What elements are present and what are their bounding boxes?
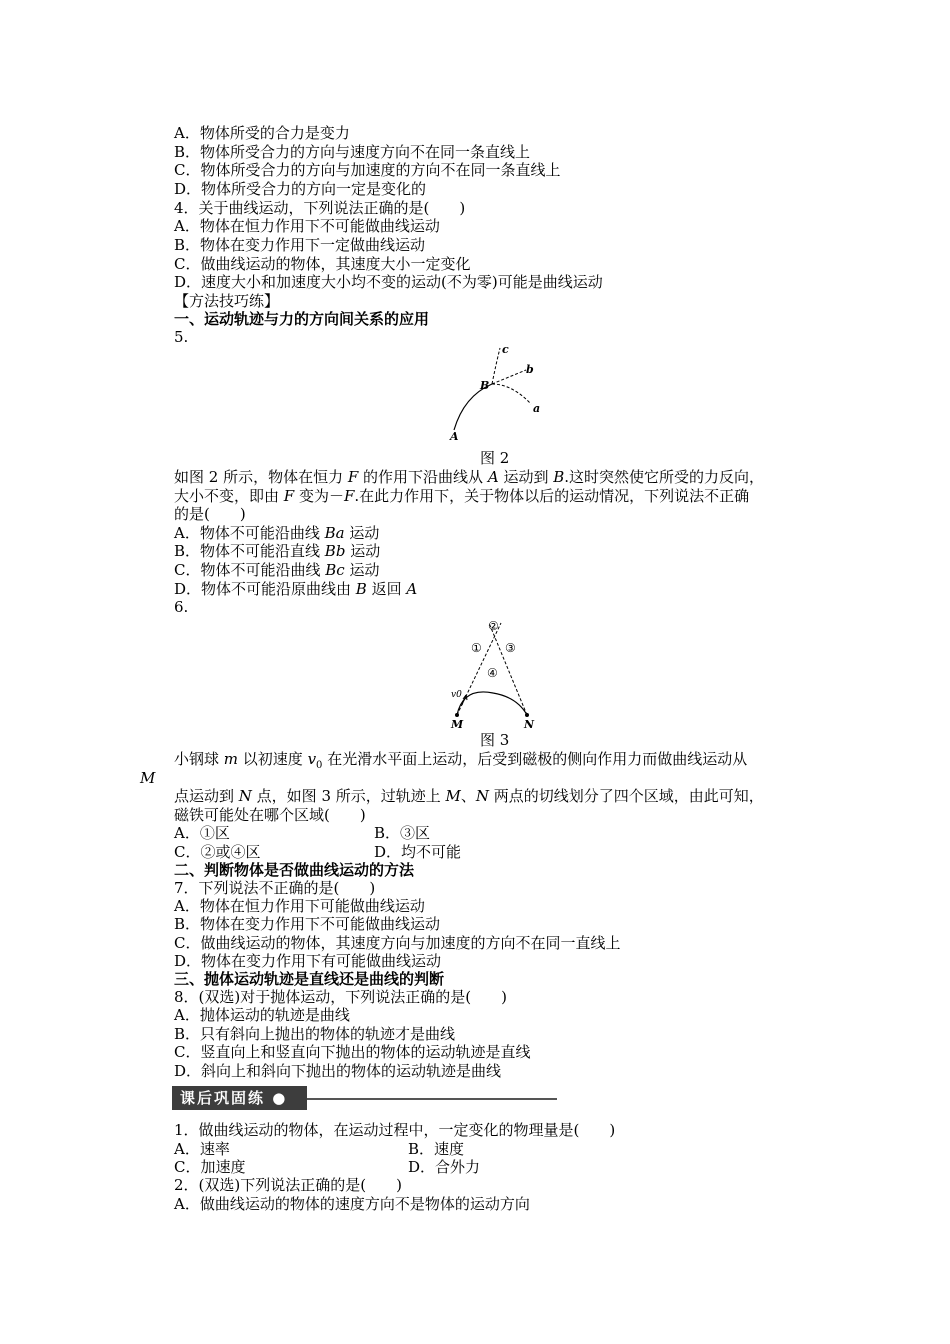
label-a: a: [533, 402, 541, 415]
path-Bc: [492, 348, 500, 384]
q8-option-b: B．只有斜向上抛出的物体的轨迹才是曲线: [174, 1025, 456, 1043]
q6-option-b: B．③区: [374, 824, 431, 842]
q3-option-c: C．物体所受合力的方向与加速度的方向不在同一条直线上: [174, 161, 561, 179]
q4-option-d: D．速度大小和加速度大小均不变的运动(不为零)可能是曲线运动: [174, 273, 603, 291]
q3-option-d: D．物体所受合力的方向一定是变化的: [174, 180, 427, 198]
q5-option-d: D．物体不可能沿原曲线由 B 返回 A: [174, 580, 418, 598]
label-N: N: [524, 718, 535, 731]
path-Ba: [492, 384, 531, 404]
region-4-label: ④: [487, 666, 498, 680]
hw2-option-a: A．做曲线运动的物体的速度方向不是物体的运动方向: [174, 1195, 530, 1213]
label-M: M: [451, 718, 464, 731]
q7-option-c: C．做曲线运动的物体，其速度方向与加速度的方向不在同一直线上: [174, 934, 621, 952]
region-1-label: ①: [471, 641, 482, 655]
q6-option-a: A．①区: [174, 824, 230, 842]
q6-option-d: D．均不可能: [374, 843, 462, 861]
q5-option-c: C．物体不可能沿曲线 Bc 运动: [174, 561, 380, 579]
q7-stem: 7．下列说法不正确的是( ): [174, 879, 376, 897]
q5-option-b: B．物体不可能沿直线 Bb 运动: [174, 542, 381, 560]
section-1-title: 一、运动轨迹与力的方向间关系的应用: [174, 310, 430, 328]
q8-option-d: D．斜向上和斜向下抛出的物体的运动轨迹是曲线: [174, 1062, 502, 1080]
section-method-heading: 【方法技巧练】: [174, 292, 280, 310]
q4-stem: 4．关于曲线运动，下列说法正确的是( ): [174, 199, 466, 217]
v0-label: v0: [451, 690, 462, 700]
label-B: B: [480, 379, 490, 392]
q6-stem-line-1: 小钢球 m 以初速度 $v_0$ 在光滑水平面上运动，后受到磁极的侧向作用力而做曲线运动从: [174, 750, 748, 771]
section-banner: [172, 1086, 558, 1110]
q5-stem-line-2: 大小不变，即由 F 变为－F.在此力作用下，关于物体以后的运动情况，下列说法不正确: [174, 487, 750, 505]
region-2-label: ②: [488, 619, 499, 633]
hw1-option-d: D．合外力: [408, 1158, 481, 1176]
q6-stem-line-2: 点运动到 N 点，如图 3 所示，过轨迹上 M、N 两点的切线划分了四个区域，由此可知，: [174, 787, 764, 805]
q4-option-c: C．做曲线运动的物体，其速度大小一定变化: [174, 255, 471, 273]
q8-option-a: A．抛体运动的轨迹是曲线: [174, 1006, 350, 1024]
hw1-option-row-1: [174, 1140, 465, 1158]
point-M: [455, 713, 459, 717]
q5-option-a: A．物体不可能沿曲线 Ba 运动: [174, 524, 380, 542]
q7-option-b: B．物体在变力作用下不可能做曲线运动: [174, 915, 441, 933]
path-Bb: [492, 370, 526, 384]
q8-stem: 8．(双选)对于抛体运动，下列说法正确的是( ): [174, 988, 507, 1006]
q7-option-d: D．物体在变力作用下有可能做曲线运动: [174, 952, 442, 970]
q6-option-row-1: [174, 824, 431, 842]
banner-rule: [307, 1098, 557, 1100]
figure-3-diagram: [445, 615, 545, 731]
banner-dot-icon: ●: [272, 1089, 288, 1107]
q6-option-c: C．②或④区: [174, 843, 261, 861]
figure-3-caption: 图 3: [480, 731, 510, 749]
q6-option-row-2: [174, 843, 462, 861]
q4-option-b: B．物体在变力作用下一定做曲线运动: [174, 236, 426, 254]
q6-orphan-M: M: [140, 769, 156, 787]
q3-option-a: A．物体所受的合力是变力: [174, 124, 350, 142]
q6-stem-line-3: 磁铁可能处在哪个区域( ): [174, 806, 366, 824]
figure-2-diagram: [440, 340, 560, 448]
q5-stem-line-1: 如图 2 所示，物体在恒力 F 的作用下沿曲线从 A 运动到 B.这时突然使它所受的力反向，: [174, 468, 765, 486]
section-2-title: 二、判断物体是否做曲线运动的方法: [174, 861, 415, 879]
hw2-stem: 2．(双选)下列说法正确的是( ): [174, 1176, 402, 1194]
q4-option-a: A．物体在恒力作用下不可能做曲线运动: [174, 217, 440, 235]
q5-number: 5.: [174, 328, 189, 346]
hw1-stem: 1．做曲线运动的物体，在运动过程中，一定变化的物理量是( ): [174, 1121, 616, 1139]
hw1-option-b: B．速度: [408, 1140, 465, 1158]
q8-option-c: C．竖直向上和竖直向下抛出的物体的运动轨迹是直线: [174, 1043, 531, 1061]
region-3-label: ③: [505, 641, 516, 655]
hw1-option-row-2: [174, 1158, 481, 1176]
banner-label: 课后巩固练 ●: [172, 1086, 307, 1110]
section-3-title: 三、抛体运动轨迹是直线还是曲线的判断: [174, 970, 445, 988]
label-c: c: [502, 343, 509, 356]
figure-2-caption: 图 2: [480, 449, 510, 467]
q3-option-b: B．物体所受合力的方向与速度方向不在同一条直线上: [174, 143, 531, 161]
trajectory-M-N: [457, 692, 527, 715]
hw1-option-c: C．加速度: [174, 1158, 246, 1176]
label-b: b: [526, 363, 534, 376]
q6-number: 6.: [174, 598, 189, 616]
q7-option-a: A．物体在恒力作用下可能做曲线运动: [174, 897, 425, 915]
point-N: [525, 713, 529, 717]
q5-stem-line-3: 的是( ): [174, 505, 246, 523]
hw1-option-a: A．速率: [174, 1140, 230, 1158]
label-A: A: [450, 430, 459, 443]
